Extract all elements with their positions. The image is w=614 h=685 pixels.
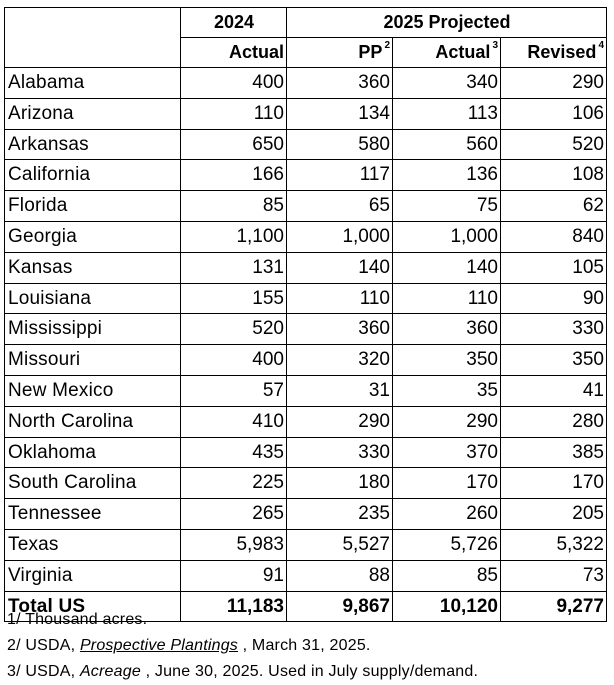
pp-cell: 88: [287, 560, 393, 591]
state-cell: Georgia: [5, 221, 181, 252]
table-row: [5, 468, 607, 499]
header-2024: 2024: [181, 8, 287, 38]
header-2025-actual: [393, 38, 501, 68]
header-revised-label: Revised: [527, 42, 597, 62]
table-row: [5, 68, 607, 99]
state-cell: Missouri: [5, 345, 181, 376]
table-row: [5, 283, 607, 314]
state-cell: Alabama: [5, 68, 181, 99]
pp-cell: 5,527: [287, 529, 393, 560]
total-actual-2024-cell: 11,183: [181, 591, 287, 622]
footnote-2-suffix: , March 31, 2025.: [238, 637, 371, 654]
state-cell: Florida: [5, 191, 181, 222]
pp-cell: 1,000: [287, 221, 393, 252]
table-row: [5, 345, 607, 376]
pp-cell: 180: [287, 468, 393, 499]
header-2025-actual-label: Actual: [435, 42, 491, 62]
total-actual-2025-cell: 10,120: [393, 591, 501, 622]
actual-2024-cell: 1,100: [181, 221, 287, 252]
pp-cell: 65: [287, 191, 393, 222]
pp-cell: 580: [287, 129, 393, 160]
header-corner-cell: [5, 8, 181, 68]
footnote-3-prefix: 3/ USDA,: [7, 663, 80, 680]
pp-cell: 360: [287, 314, 393, 345]
revised-cell: 106: [501, 98, 607, 129]
header-2025-projected: 2025 Projected: [287, 8, 607, 38]
actual-2024-cell: 410: [181, 406, 287, 437]
pp-cell: 110: [287, 283, 393, 314]
header-pp: [287, 38, 393, 68]
cotton-acreage-table: [4, 7, 607, 622]
pp-cell: 235: [287, 499, 393, 530]
table-row: [5, 499, 607, 530]
revised-cell: 41: [501, 375, 607, 406]
actual-2024-cell: 91: [181, 560, 287, 591]
header-pp-footnote-ref: 2: [384, 40, 390, 51]
revised-cell: 90: [501, 283, 607, 314]
footnote-2-prefix: 2/ USDA,: [7, 637, 80, 654]
actual-2025-cell: 5,726: [393, 529, 501, 560]
actual-2025-cell: 1,000: [393, 221, 501, 252]
revised-cell: 205: [501, 499, 607, 530]
actual-2025-cell: 85: [393, 560, 501, 591]
revised-cell: 62: [501, 191, 607, 222]
revised-cell: 108: [501, 160, 607, 191]
revised-cell: 350: [501, 345, 607, 376]
footnote-3-title: Acreage: [79, 663, 141, 680]
actual-2025-cell: 75: [393, 191, 501, 222]
table-row: [5, 560, 607, 591]
table-row: [5, 221, 607, 252]
table-row: [5, 252, 607, 283]
actual-2024-cell: 435: [181, 437, 287, 468]
actual-2024-cell: 166: [181, 160, 287, 191]
header-2024-actual: [181, 38, 287, 68]
actual-2024-cell: 265: [181, 499, 287, 530]
revised-cell: 105: [501, 252, 607, 283]
state-cell: South Carolina: [5, 468, 181, 499]
pp-cell: 31: [287, 375, 393, 406]
total-pp-cell: 9,867: [287, 591, 393, 622]
revised-cell: 840: [501, 221, 607, 252]
actual-2025-cell: 290: [393, 406, 501, 437]
footnote-3-suffix: , June 30, 2025. Used in July supply/demand.: [140, 663, 479, 680]
revised-cell: 170: [501, 468, 607, 499]
actual-2024-cell: 85: [181, 191, 287, 222]
actual-2024-cell: 650: [181, 129, 287, 160]
table-body: [5, 68, 607, 622]
state-cell: Oklahoma: [5, 437, 181, 468]
revised-cell: 290: [501, 68, 607, 99]
state-cell: North Carolina: [5, 406, 181, 437]
revised-cell: 520: [501, 129, 607, 160]
state-cell: Arkansas: [5, 129, 181, 160]
actual-2025-cell: 360: [393, 314, 501, 345]
pp-cell: 290: [287, 406, 393, 437]
actual-2024-cell: 155: [181, 283, 287, 314]
revised-cell: 5,322: [501, 529, 607, 560]
actual-2025-cell: 35: [393, 375, 501, 406]
actual-2024-cell: 110: [181, 98, 287, 129]
table-row: [5, 375, 607, 406]
revised-cell: 280: [501, 406, 607, 437]
actual-2024-cell: 225: [181, 468, 287, 499]
header-pp-label: PP: [358, 42, 383, 62]
table-row: [5, 191, 607, 222]
footnotes: [7, 607, 607, 685]
table-row: [5, 406, 607, 437]
state-cell: Arizona: [5, 98, 181, 129]
pp-cell: 360: [287, 68, 393, 99]
footnote-2-title: Prospective Plantings: [79, 637, 238, 654]
table-row: [5, 98, 607, 129]
state-cell: Virginia: [5, 560, 181, 591]
state-cell: Tennessee: [5, 499, 181, 530]
state-cell: California: [5, 160, 181, 191]
state-cell: Louisiana: [5, 283, 181, 314]
actual-2025-cell: 136: [393, 160, 501, 191]
pp-cell: 330: [287, 437, 393, 468]
pp-cell: 117: [287, 160, 393, 191]
actual-2025-cell: 140: [393, 252, 501, 283]
total-revised-cell: 9,277: [501, 591, 607, 622]
actual-2025-cell: 110: [393, 283, 501, 314]
footnote-3: [7, 659, 607, 685]
actual-2025-cell: 370: [393, 437, 501, 468]
header-2024-actual-label: Actual: [228, 42, 284, 62]
table-row: [5, 129, 607, 160]
actual-2025-cell: 340: [393, 68, 501, 99]
header-revised: [501, 38, 607, 68]
actual-2024-cell: 400: [181, 345, 287, 376]
actual-2024-cell: 131: [181, 252, 287, 283]
header-2025-actual-footnote-ref: 3: [492, 40, 498, 51]
footnote-1: 1/ Thousand acres.: [7, 611, 148, 628]
revised-cell: 385: [501, 437, 607, 468]
actual-2025-cell: 170: [393, 468, 501, 499]
actual-2025-cell: 260: [393, 499, 501, 530]
actual-2025-cell: 113: [393, 98, 501, 129]
table-row: [5, 314, 607, 345]
actual-2024-cell: 520: [181, 314, 287, 345]
state-cell: New Mexico: [5, 375, 181, 406]
pp-cell: 140: [287, 252, 393, 283]
actual-2025-cell: 350: [393, 345, 501, 376]
header-group-row: [5, 8, 607, 38]
revised-cell: 73: [501, 560, 607, 591]
pp-cell: 134: [287, 98, 393, 129]
revised-cell: 330: [501, 314, 607, 345]
header-revised-footnote-ref: 4: [598, 40, 604, 51]
table-row: [5, 529, 607, 560]
actual-2024-cell: 5,983: [181, 529, 287, 560]
total-state-cell: Total US: [5, 591, 181, 622]
footnote-2: [7, 633, 607, 659]
table-row: [5, 437, 607, 468]
table-row: [5, 160, 607, 191]
actual-2024-cell: 400: [181, 68, 287, 99]
actual-2025-cell: 560: [393, 129, 501, 160]
actual-2024-cell: 57: [181, 375, 287, 406]
state-cell: Texas: [5, 529, 181, 560]
state-cell: Mississippi: [5, 314, 181, 345]
pp-cell: 320: [287, 345, 393, 376]
state-cell: Kansas: [5, 252, 181, 283]
